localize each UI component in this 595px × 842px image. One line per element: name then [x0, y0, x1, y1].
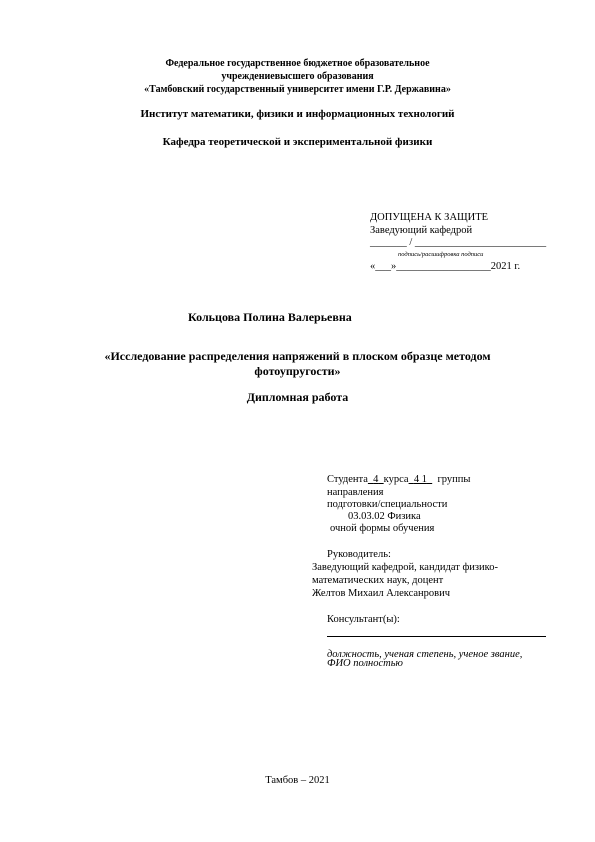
- date-year: 2021 г.: [490, 261, 521, 272]
- consultant-caption-line-2: ФИО полностью: [327, 658, 403, 669]
- author-name: Кольцова Полина Валерьевна: [188, 310, 352, 324]
- approval-title: ДОПУЩЕНА К ЗАЩИТЕ: [370, 212, 489, 223]
- student-line: [327, 473, 470, 486]
- header-line-3: «Тамбовский государственный университет имени Г.Р. Державина»: [144, 84, 451, 95]
- consultant-caption: [327, 650, 522, 668]
- approval-role: Заведующий кафедрой: [370, 225, 473, 236]
- header-line-2: учреждениевысшего образования: [221, 71, 374, 82]
- date-day-blank: ___: [375, 261, 391, 272]
- student-course: 4: [373, 474, 379, 485]
- student-prefix: Студента: [327, 474, 368, 485]
- supervisor-line-1: Заведующий кафедрой, кандидат физико-: [312, 562, 498, 573]
- thesis-title: [0, 349, 595, 379]
- student-group-label: группы: [437, 474, 471, 485]
- consultant-caption-line-1: должность, ученая степень, ученое звание,: [327, 649, 523, 660]
- work-type: Дипломная работа: [246, 390, 349, 404]
- student-specialty: 03.03.02 Физика: [348, 511, 421, 522]
- footer-city-year: Тамбов – 2021: [265, 775, 330, 786]
- student-group: 4 1: [413, 474, 427, 485]
- student-speciality-label: подготовки/специальности: [327, 499, 448, 510]
- approval-date: [370, 260, 520, 273]
- university-header: [0, 57, 595, 96]
- consultant-label: Консультант(ы):: [327, 614, 400, 625]
- approval-signature-caption: подпись/расшифровка подписи: [398, 251, 484, 258]
- institute-name: Институт математики, физики и информационных технологий: [140, 108, 455, 120]
- thesis-title-line-1: «Исследование распределения напряжений в плоском образце методом: [104, 349, 491, 363]
- consultant-signature-line: [327, 636, 546, 637]
- supervisor-label: Руководитель:: [327, 549, 391, 560]
- approval-signature-line: _______ / _________________________: [370, 237, 547, 248]
- date-quote-close: »: [391, 261, 397, 272]
- header-line-1: Федеральное государственное бюджетное образовательное: [165, 58, 430, 69]
- date-quote-open: «: [370, 261, 376, 272]
- thesis-title-line-2: фотоупругости»: [254, 364, 341, 378]
- supervisor-name: Желтов Михаил Алексанрович: [312, 588, 451, 599]
- student-course-label: курса: [383, 474, 409, 485]
- student-direction: направления: [327, 487, 384, 498]
- supervisor-line-2: математических наук, доцент: [312, 575, 444, 586]
- date-month-blank: __________________: [396, 261, 491, 272]
- department-name: Кафедра теоретической и экспериментальной физики: [162, 136, 433, 148]
- student-form: очной формы обучения: [330, 523, 435, 534]
